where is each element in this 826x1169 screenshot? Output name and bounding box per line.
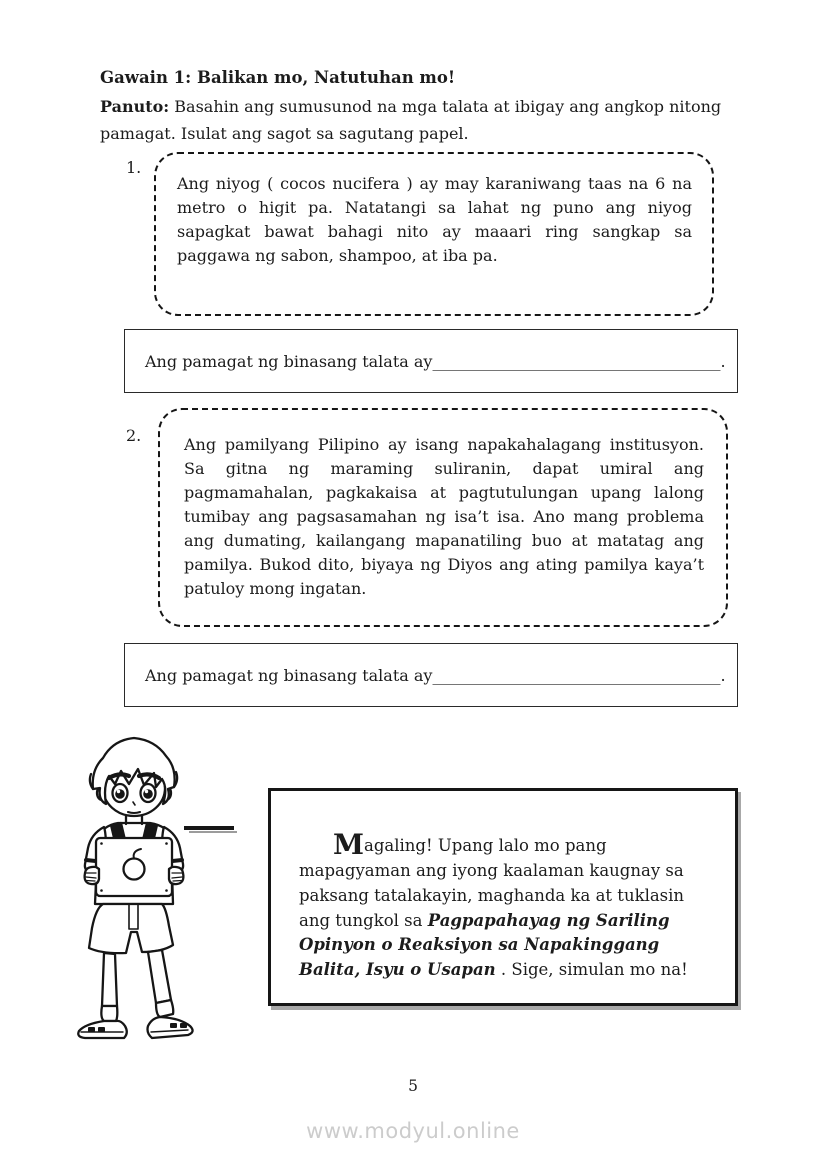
passage-box-2 bbox=[158, 408, 728, 627]
answer-box-1 bbox=[124, 329, 738, 393]
passage-1-text: Ang niyog ( cocos nucifera ) ay may karaniwang taas na 6 na metro o higit pa. Natatangi sa lahat ng puno ang niyog sapagkat bawat bahagi nito ay maaari ring sangkap sa paggawa ng sabon, shampoo, at iba pa. bbox=[177, 174, 692, 265]
callout-emphasis: Pagpapahayag ng Sariling Opinyon o Reaksiyon sa Napakinggang Balita, Isyu o Usapan bbox=[299, 910, 670, 979]
instructions-text: Basahin ang sumusunod na mga talata at ibigay ang angkop nitong pamagat. Isulat ang sagot sa sagutang papel. bbox=[100, 97, 722, 143]
answer-2-prompt: Ang pamagat ng binasang talata ay bbox=[145, 665, 433, 685]
callout-box bbox=[268, 788, 738, 1006]
callout-lead: agaling! Upang lalo mo pang mapagyaman ang iyong kaalaman kaugnay sa paksang tatalakayin, maghanda ka at tuklasin ang tungkol sa bbox=[299, 836, 685, 930]
passage-2-text: Ang pamilyang Pilipino ay isang napakahalagang institusyon. Sa gitna ng maraming suliranin, dapat umiral ang pagmamahalan, pagkakaisa at pagtutulungan upang lalong tumibay ang pagsasamahan ng isa’t isa. Ano mang problema ang dumating, kailangang mapanatiling buo at matatag ang pamilya. Bukod dito, biyaya ng Diyos ang ating pamilya kaya’t patuloy mong ingatan. bbox=[184, 435, 704, 598]
callout-tail: . Sige, simulan mo na! bbox=[495, 960, 688, 979]
item-1-number: 1. bbox=[126, 158, 142, 177]
page-number: 5 bbox=[408, 1077, 418, 1095]
boy-with-tablet-icon bbox=[58, 732, 273, 1050]
header bbox=[100, 64, 744, 147]
pointer-line bbox=[184, 826, 234, 830]
passage-box-1 bbox=[154, 152, 714, 316]
activity-title: Gawain 1: Balikan mo, Natutuhan mo! bbox=[100, 68, 456, 87]
answer-1-period: . bbox=[720, 351, 726, 371]
instructions-label: Panuto: bbox=[100, 97, 170, 117]
item-2-number: 2. bbox=[126, 426, 142, 445]
callout-dropcap: M bbox=[333, 828, 364, 861]
callout-text bbox=[299, 828, 709, 983]
instructions bbox=[100, 94, 744, 147]
watermark: www.modyul.online bbox=[306, 1119, 520, 1143]
answer-1-prompt: Ang pamagat ng binasang talata ay bbox=[145, 351, 433, 371]
answer-1-blank: ____________________________________ bbox=[432, 351, 721, 371]
answer-box-2 bbox=[124, 643, 738, 707]
answer-2-period: . bbox=[720, 665, 726, 685]
boy-with-tablet-illustration bbox=[58, 732, 273, 1050]
answer-2-blank: ____________________________________ bbox=[432, 665, 721, 685]
